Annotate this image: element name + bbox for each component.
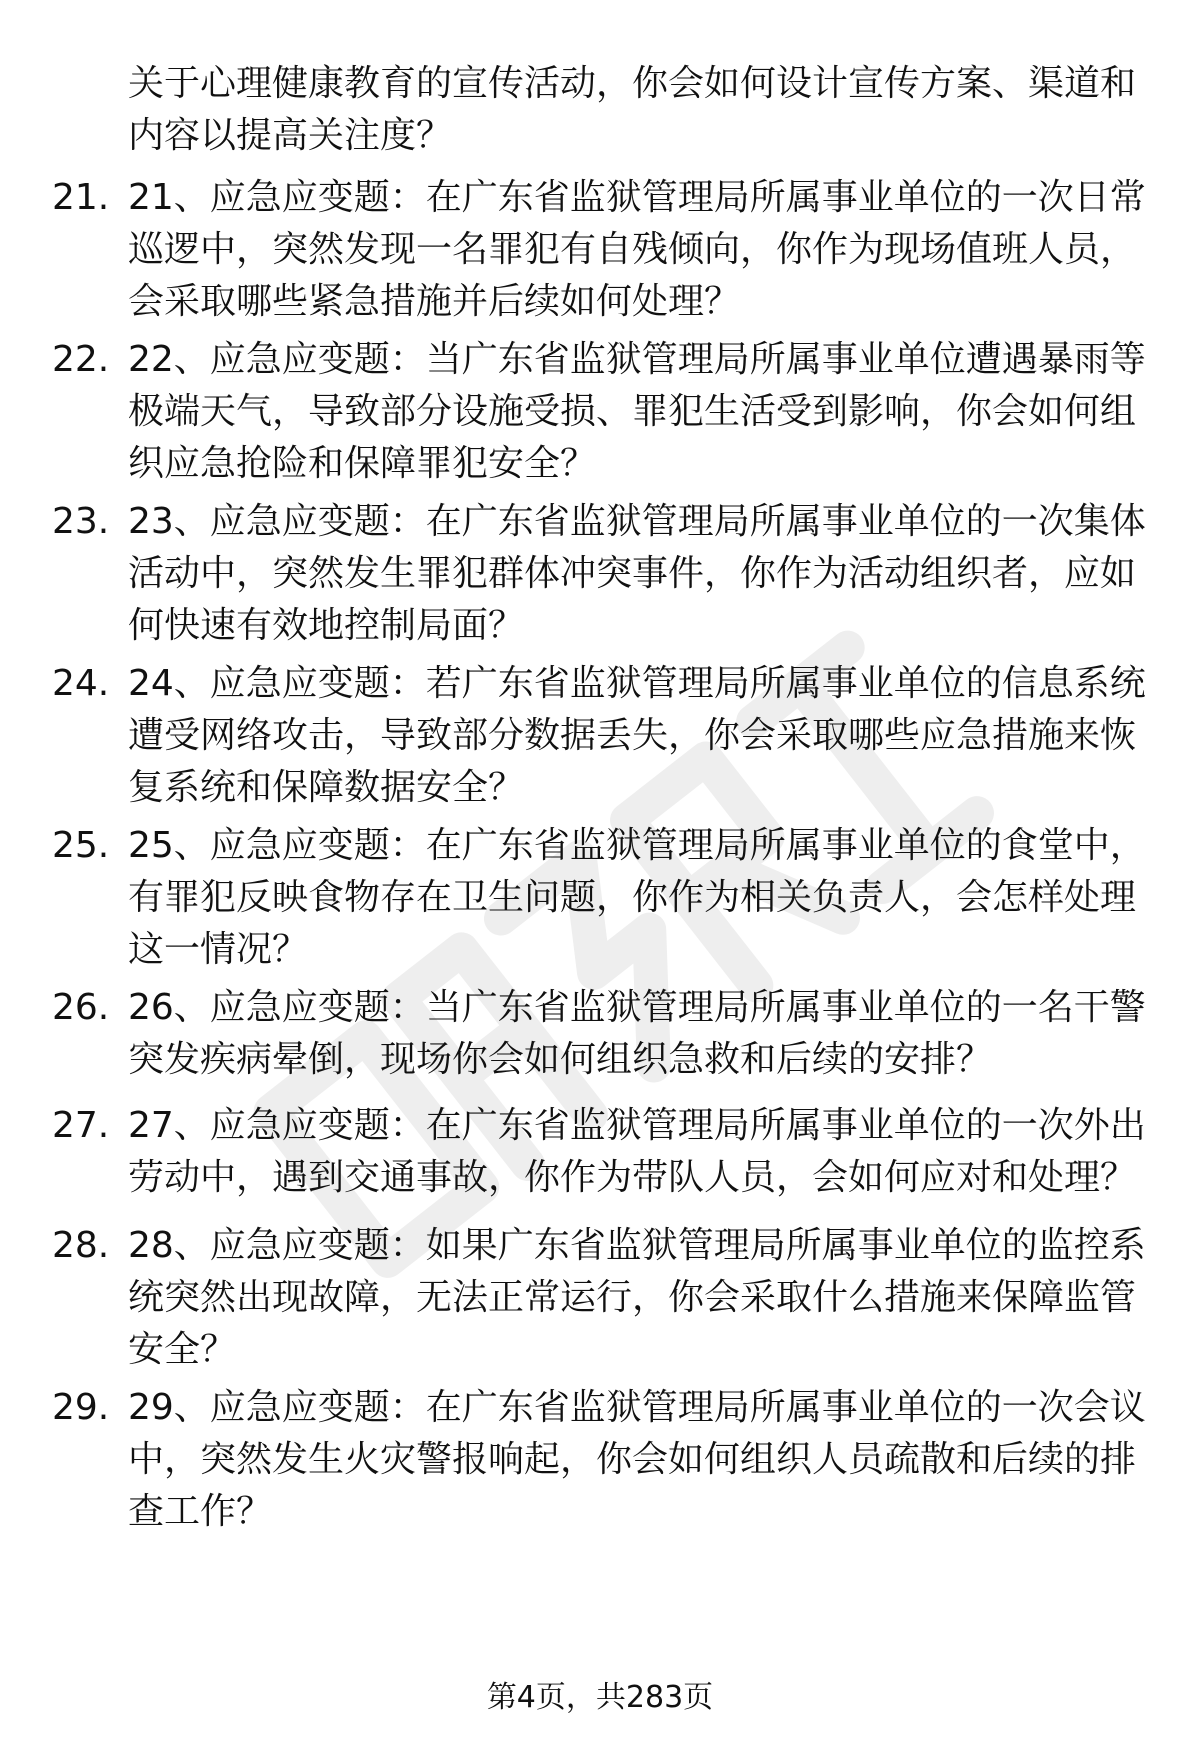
item-number: 23. xyxy=(52,501,110,542)
item-number: 26. xyxy=(52,987,110,1028)
question-text: 23、应急应变题：在广东省监狱管理局所属事业单位的一次集体活动中，突然发生罪犯群体冲突事件，你作为活动组织者，应如何快速有效地控制局面？ xyxy=(128,501,1146,646)
item-number: 24. xyxy=(52,663,110,704)
question-text: 26、应急应变题：当广东省监狱管理局所属事业单位的一名干警突发疾病晕倒，现场你会如何组织急救和后续的安排？ xyxy=(128,987,1146,1080)
item-number: 29. xyxy=(52,1387,110,1428)
question-text: 24、应急应变题：若广东省监狱管理局所属事业单位的信息系统遭受网络攻击，导致部分数据丢失，你会采取哪些应急措施来恢复系统和保障数据安全？ xyxy=(128,663,1146,808)
intro-text: 关于心理健康教育的宣传活动，你会如何设计宣传方案、渠道和内容以提高关注度？ xyxy=(128,63,1137,156)
question-text: 22、应急应变题：当广东省监狱管理局所属事业单位遭遇暴雨等极端天气，导致部分设施受损、罪犯生活受到影响，你会如何组织应急抢险和保障罪犯安全？ xyxy=(128,339,1146,484)
item-number: 22. xyxy=(52,339,110,380)
question-text: 29、应急应变题：在广东省监狱管理局所属事业单位的一次会议中，突然发生火灾警报响起，你会如何组织人员疏散和后续的排查工作？ xyxy=(128,1387,1146,1532)
item-number: 21. xyxy=(52,177,110,218)
page-number: 第4页，共283页 xyxy=(486,1680,714,1715)
item-number: 27. xyxy=(52,1105,110,1146)
question-text: 21、应急应变题：在广东省监狱管理局所属事业单位的一次日常巡逻中，突然发现一名罪犯有自残倾向，你作为现场值班人员，会采取哪些紧急措施并后续如何处理？ xyxy=(128,177,1146,322)
question-text: 28、应急应变题：如果广东省监狱管理局所属事业单位的监控系统突然出现故障，无法正常运行，你会采取什么措施来保障监管安全？ xyxy=(128,1225,1146,1370)
item-number: 25. xyxy=(52,825,110,866)
item-number: 28. xyxy=(52,1225,110,1266)
question-text: 27、应急应变题：在广东省监狱管理局所属事业单位的一次外出劳动中，遇到交通事故，你作为带队人员，会如何应对和处理？ xyxy=(128,1105,1146,1198)
question-text: 25、应急应变题：在广东省监狱管理局所属事业单位的食堂中，有罪犯反映食物存在卫生问题，你作为相关负责人，会怎样处理这一情况？ xyxy=(128,825,1146,970)
